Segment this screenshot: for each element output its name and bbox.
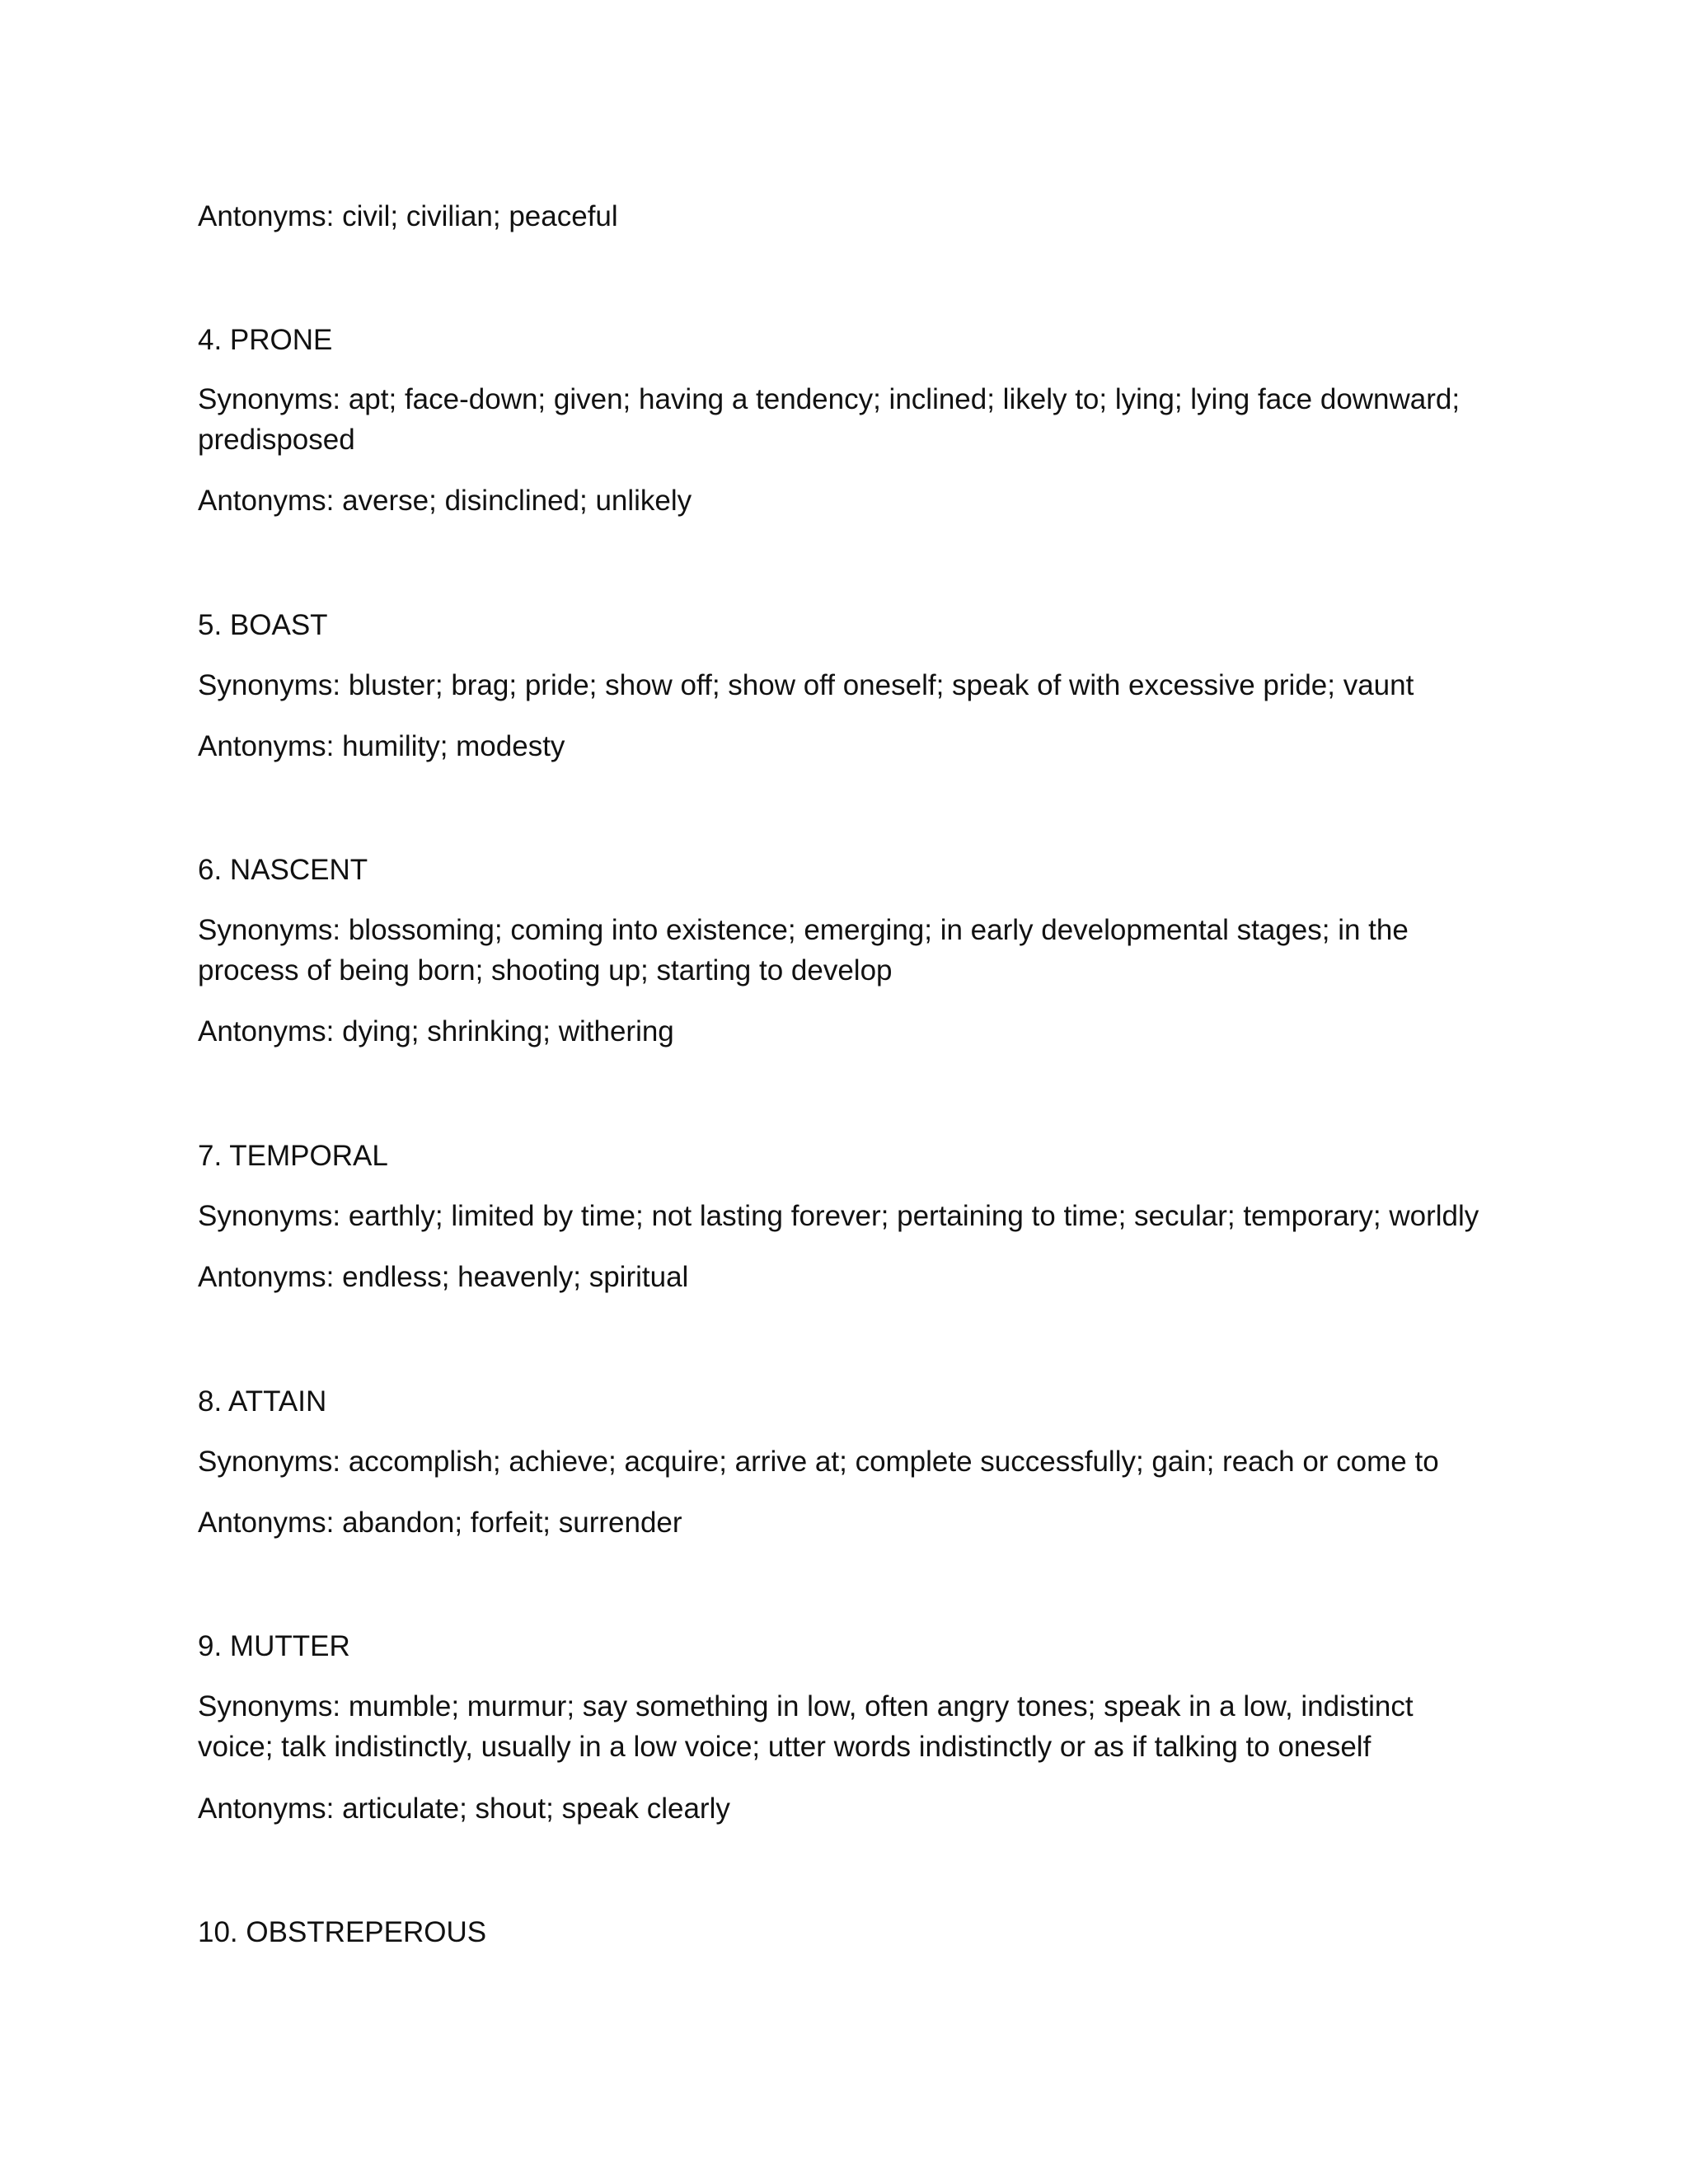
- synonyms-prone: Synonyms: apt; face-down; given; having a tendency; inclined; likely to; lying; lying face downward; predisposed: [198, 383, 1461, 456]
- entry-heading-temporal: 7. TEMPORAL: [198, 1140, 388, 1172]
- entry-heading-nascent: 6. NASCENT: [198, 854, 368, 886]
- synonyms-mutter: Synonyms: mumble; murmur; say something in low, often angry tones; speak in a low, indistinct voice; talk indistinctly, usually in a low voice; utter words indistinctly or as if talking to oneself: [198, 1690, 1414, 1763]
- antonyms-attain: Antonyms: abandon; forfeit; surrender: [198, 1507, 682, 1539]
- entry-heading-mutter: 9. MUTTER: [198, 1630, 350, 1662]
- antonyms-mutter: Antonyms: articulate; shout; speak clearly: [198, 1793, 730, 1825]
- synonyms-temporal: Synonyms: earthly; limited by time; not lasting forever; pertaining to time; secular; temporary; worldly: [198, 1200, 1479, 1232]
- synonyms-nascent: Synonyms: blossoming; coming into existence; emerging; in early developmental stages; in the process of being born; shooting up; starting to develop: [198, 914, 1409, 987]
- entry-heading-boast: 5. BOAST: [198, 609, 328, 641]
- antonyms-boast: Antonyms: humility; modesty: [198, 730, 565, 762]
- antonyms-civil-line: Antonyms: civil; civilian; peaceful: [198, 200, 618, 232]
- synonyms-attain: Synonyms: accomplish; achieve; acquire; arrive at; complete successfully; gain; reach or come to: [198, 1446, 1439, 1478]
- antonyms-prone: Antonyms: averse; disinclined; unlikely: [198, 485, 692, 517]
- entry-heading-obstreperous: 10. OBSTREPEROUS: [198, 1916, 487, 1948]
- antonyms-nascent: Antonyms: dying; shrinking; withering: [198, 1015, 674, 1047]
- antonyms-temporal: Antonyms: endless; heavenly; spiritual: [198, 1261, 689, 1293]
- entry-heading-attain: 8. ATTAIN: [198, 1385, 327, 1418]
- synonyms-boast: Synonyms: bluster; brag; pride; show off; show off oneself; speak of with excessive pride; vaunt: [198, 669, 1414, 701]
- entry-heading-prone: 4. PRONE: [198, 324, 333, 356]
